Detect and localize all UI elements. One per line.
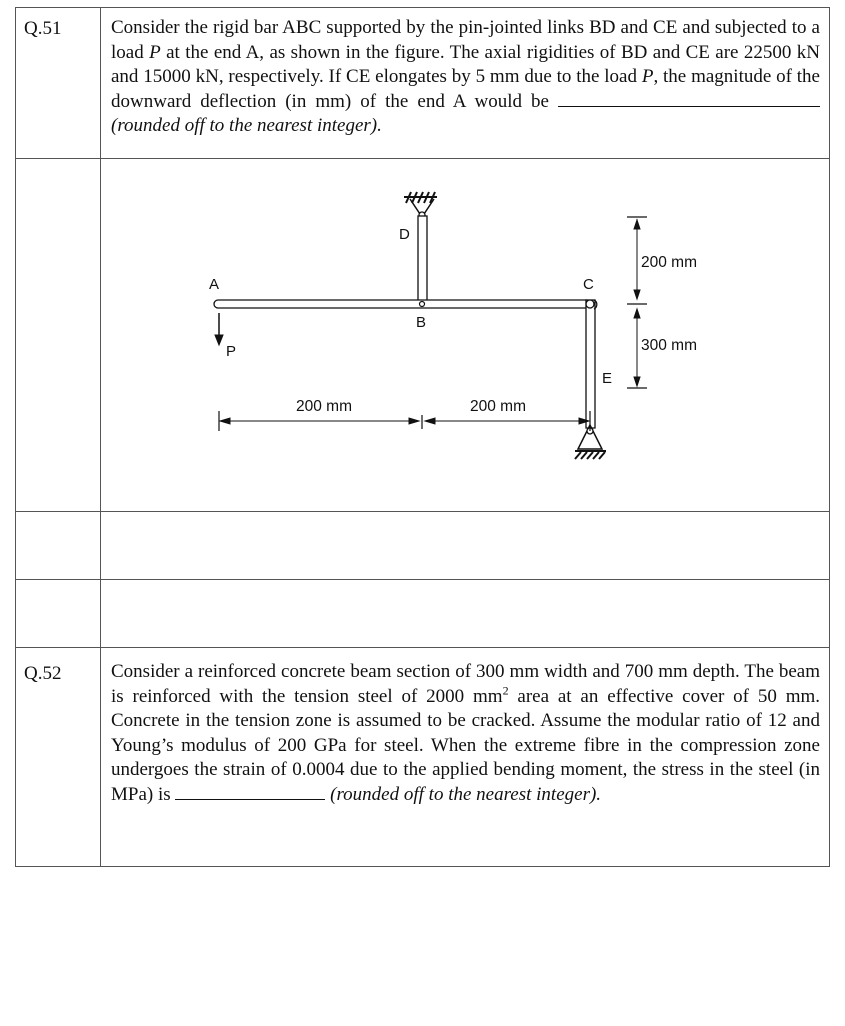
empty-cell — [101, 512, 830, 580]
rigid-bar-figure — [101, 159, 839, 511]
empty-cell — [16, 512, 101, 580]
q51-figure-left-cell — [16, 159, 101, 512]
link-bd — [418, 216, 427, 304]
load-arrow-p — [215, 313, 223, 345]
empty-row-1 — [16, 512, 830, 580]
q51-text-part2: at the end A, as shown in the figure. The axial rigidities of BD and CE are 22500 kN and 15000 kN, respectively. If CE elongates by 5 mm due to the load — [111, 41, 820, 88]
ceiling-support-d — [404, 192, 437, 218]
label-b: B — [416, 314, 427, 331]
vertical-dimensions — [627, 217, 647, 388]
empty-cell — [16, 580, 101, 648]
q51-rounding-note: (rounded off to the nearest integer). — [111, 115, 382, 137]
empty-cell — [101, 580, 830, 648]
q52-text — [101, 648, 830, 867]
q52-row — [16, 648, 830, 867]
q52-rounding-note-2: to the nearest integer). — [428, 783, 602, 805]
label-e: E — [602, 370, 613, 387]
label-p: P — [226, 343, 237, 360]
q52-text-part2: area at an effective cover of 50 mm. Concrete in the tension zone is assumed to be cracked. Assume the modular ratio of 12 and Young’s modulus of 200 GPa for steel. When the extreme fibre in the compression zone undergoes the strain of 0.0004 due to the applied bending moment, the stress in the steel (in MPa) is — [111, 685, 821, 805]
label-a: A — [209, 276, 220, 293]
q52-text-part1: Consider a reinforced concrete beam section of 300 mm width and 700 mm depth. The beam is reinforced with the tension steel of 2000 mm — [111, 661, 820, 707]
q51-answer-blank — [558, 105, 820, 107]
q51-load-symbol-2: P — [641, 66, 654, 88]
q52-answer-blank — [175, 798, 325, 800]
q52-rounding-note-1: (rounded off — [330, 783, 424, 805]
q51-text — [101, 8, 830, 159]
q52-number: Q.52 — [16, 648, 101, 867]
rigid-bar-abc — [214, 300, 591, 308]
horizontal-dimensions — [219, 411, 590, 431]
dim-lower-label: 300 mm — [641, 337, 697, 354]
link-ce — [586, 300, 597, 428]
q51-text-row — [16, 8, 830, 159]
dim-upper-label: 200 mm — [641, 254, 697, 271]
q51-number: Q.51 — [16, 8, 101, 159]
q51-figure-cell — [101, 159, 830, 512]
q52-superscript: 2 — [502, 683, 509, 698]
q51-figure-row — [16, 159, 830, 512]
label-c: C — [583, 276, 594, 293]
q51-text-part1: Consider the rigid bar ABC supported by the pin-jointed links BD and CE and subjected to a load — [111, 17, 820, 63]
empty-row-2 — [16, 580, 830, 648]
question-table — [15, 7, 830, 867]
q51-text-part3: , the magnitude of the downward deflection (in mm) of the end A would be — [111, 66, 820, 112]
label-d: D — [399, 226, 410, 243]
dim-ab-label: 200 mm — [296, 398, 352, 415]
q51-load-symbol: P — [149, 41, 161, 63]
dim-bc-label: 200 mm — [470, 398, 526, 415]
